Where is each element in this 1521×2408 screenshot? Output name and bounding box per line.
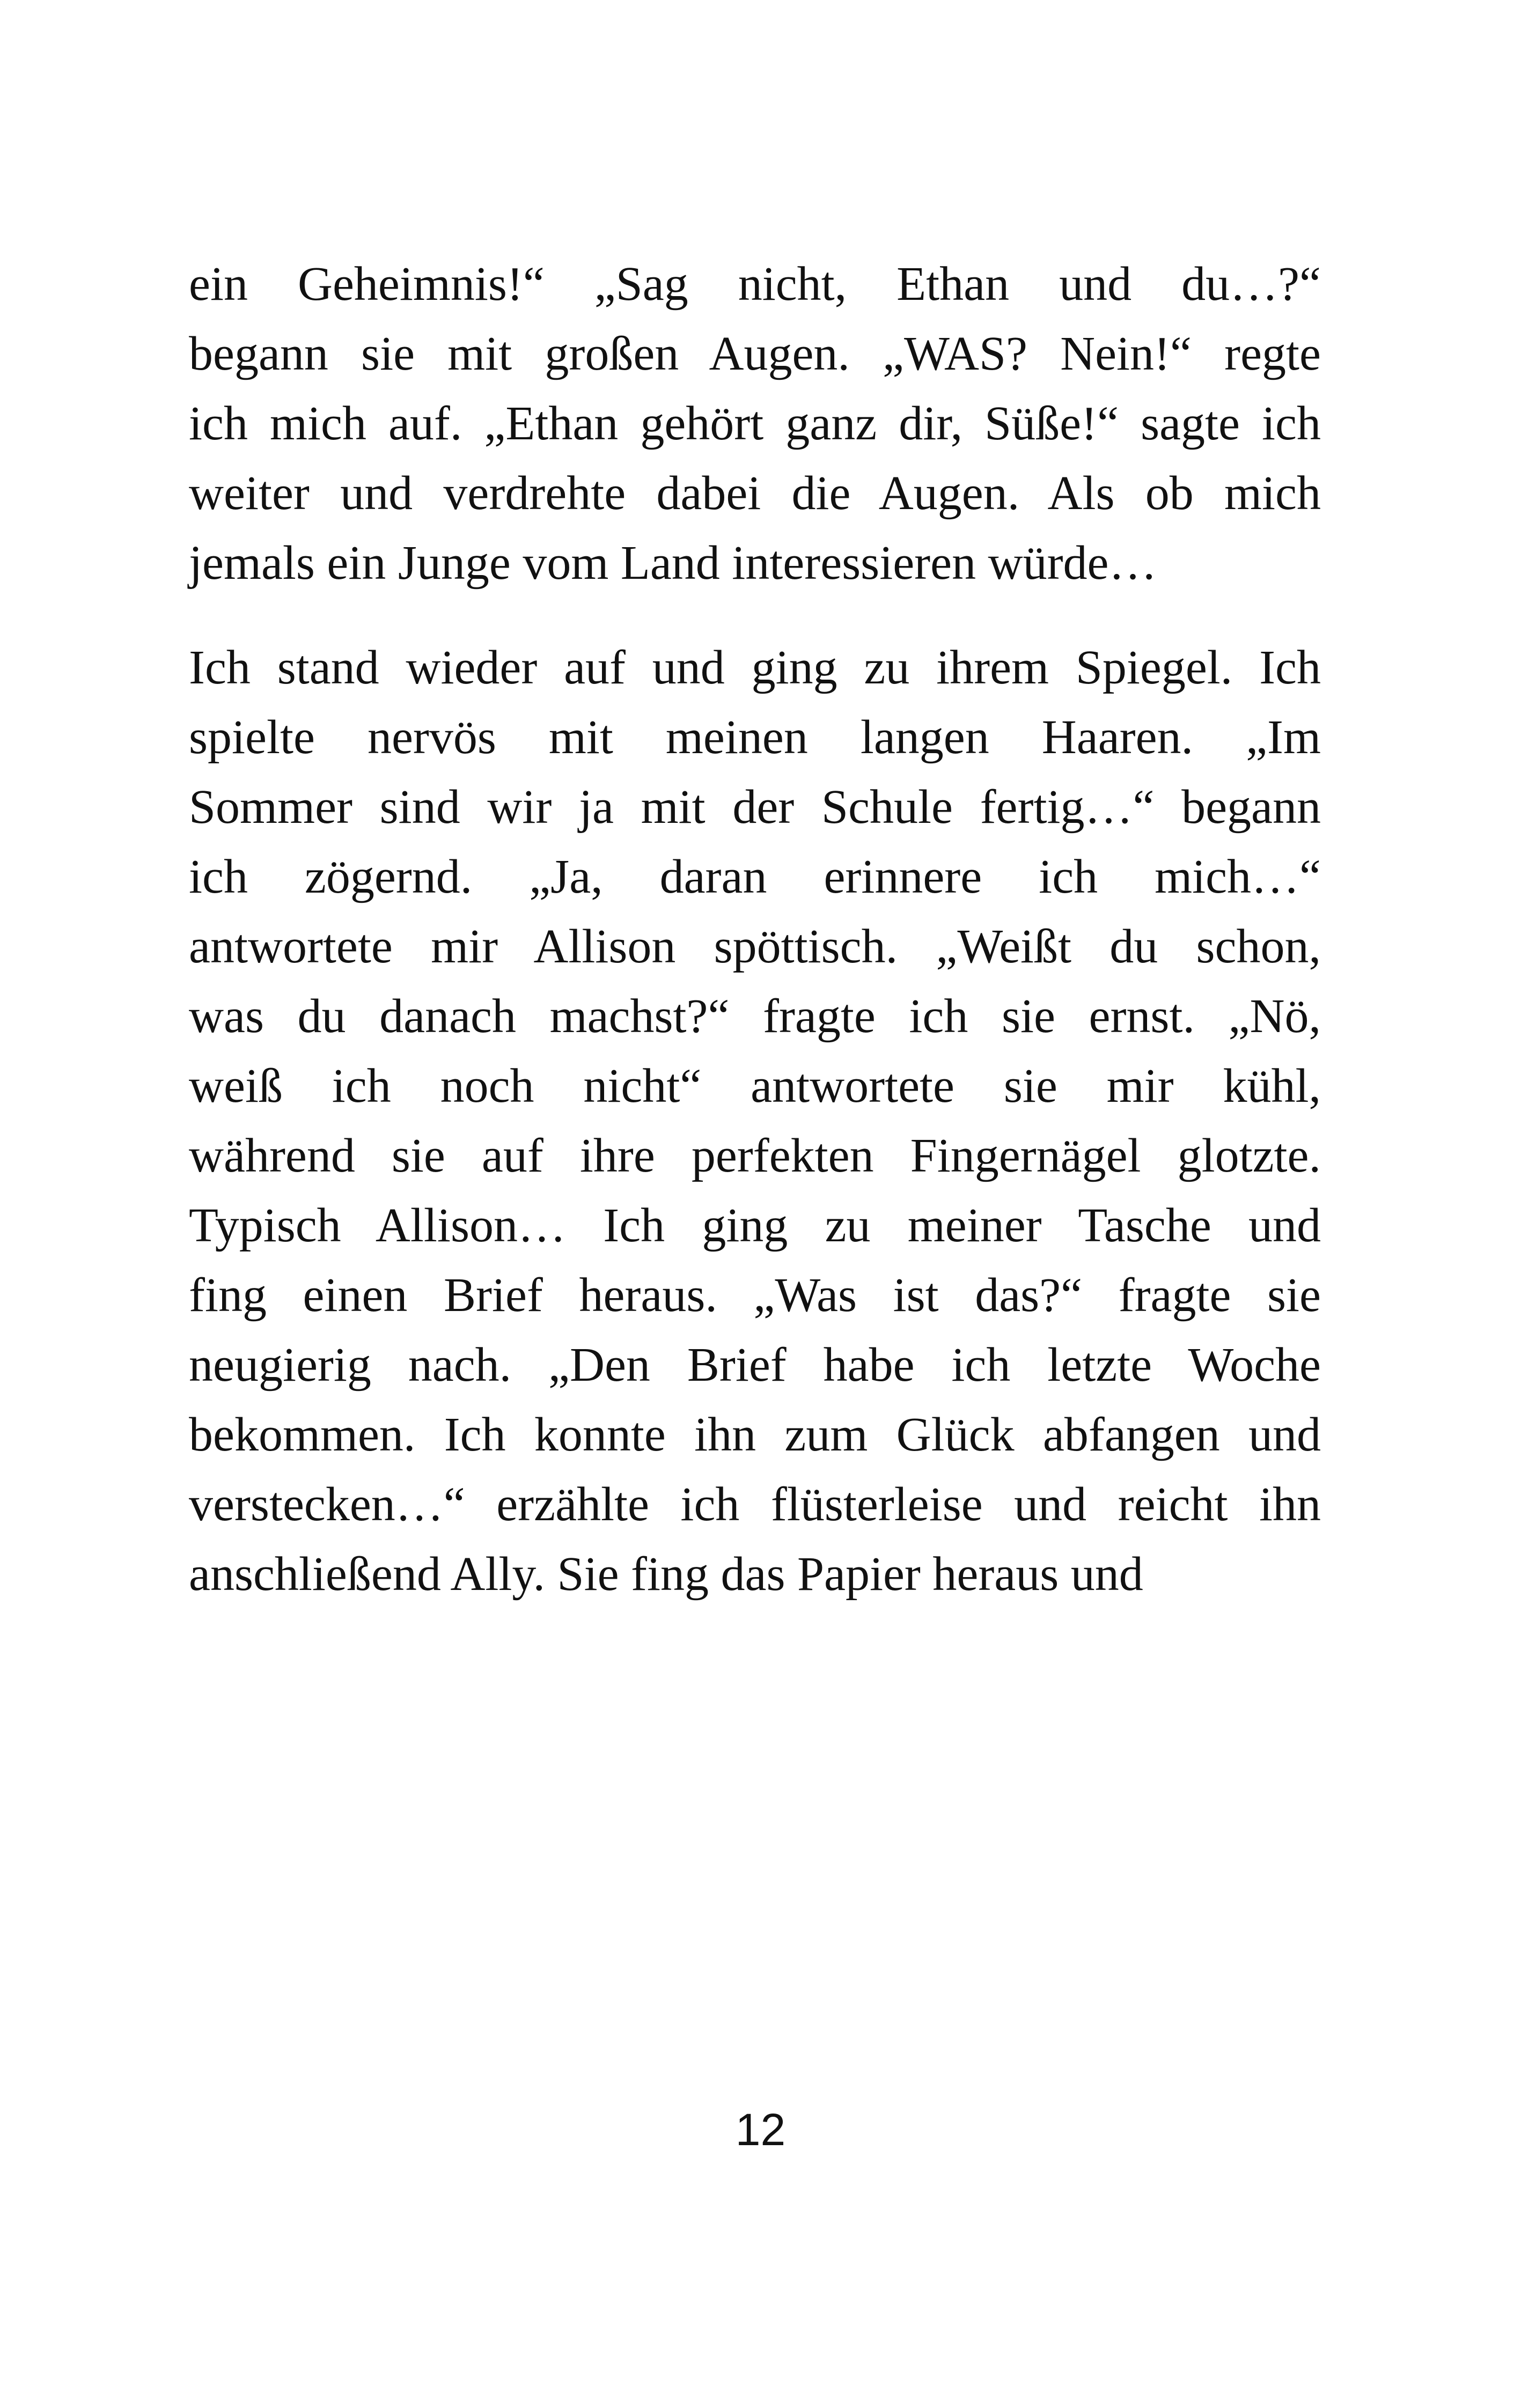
text-line: bekommen. Ich konnte ihn zum Glück abfangen und — [189, 1408, 1321, 1461]
text-line: Typisch Allison… Ich ging zu meiner Tasche und — [189, 1199, 1321, 1252]
text-line: fing einen Brief heraus. „Was ist das?“ fragte sie — [189, 1269, 1321, 1322]
paragraph-2 — [189, 633, 1321, 1609]
text-line: begann sie mit großen Augen. „WAS? Nein!“ regte — [189, 327, 1321, 380]
text-line: während sie auf ihre perfekten Fingernägel glotzte. — [189, 1129, 1321, 1182]
paragraph-1 — [189, 249, 1321, 598]
text-line: neugierig nach. „Den Brief habe ich letzte Woche — [189, 1338, 1321, 1391]
text-line: weiter und verdrehte dabei die Augen. Als ob mich — [189, 467, 1321, 520]
text-line: weiß ich noch nicht“ antwortete sie mir kühl, — [189, 1059, 1321, 1113]
text-line: ich mich auf. „Ethan gehört ganz dir, Süße!“ sagte ich — [189, 397, 1321, 450]
text-line: was du danach machst?“ fragte ich sie ernst. „Nö, — [189, 990, 1321, 1043]
text-line: Sommer sind wir ja mit der Schule fertig…“ begann — [189, 780, 1321, 834]
page-number: 12 — [735, 2104, 786, 2155]
text-line: verstecken…“ erzählte ich flüsterleise und reicht ihn — [189, 1478, 1321, 1531]
text-line: spielte nervös mit meinen langen Haaren. „Im — [189, 711, 1321, 764]
text-line: jemals ein Junge vom Land interessieren würde… — [189, 536, 1157, 590]
text-line: ein Geheimnis!“ „Sag nicht, Ethan und du…?“ — [189, 257, 1321, 311]
text-line: antwortete mir Allison spöttisch. „Weißt du schon, — [189, 920, 1321, 973]
text-line: anschließend Ally. Sie fing das Papier heraus und — [189, 1548, 1143, 1601]
text-line: ich zögernd. „Ja, daran erinnere ich mich…“ — [189, 850, 1321, 903]
text-line: Ich stand wieder auf und ging zu ihrem Spiegel. Ich — [189, 641, 1321, 694]
